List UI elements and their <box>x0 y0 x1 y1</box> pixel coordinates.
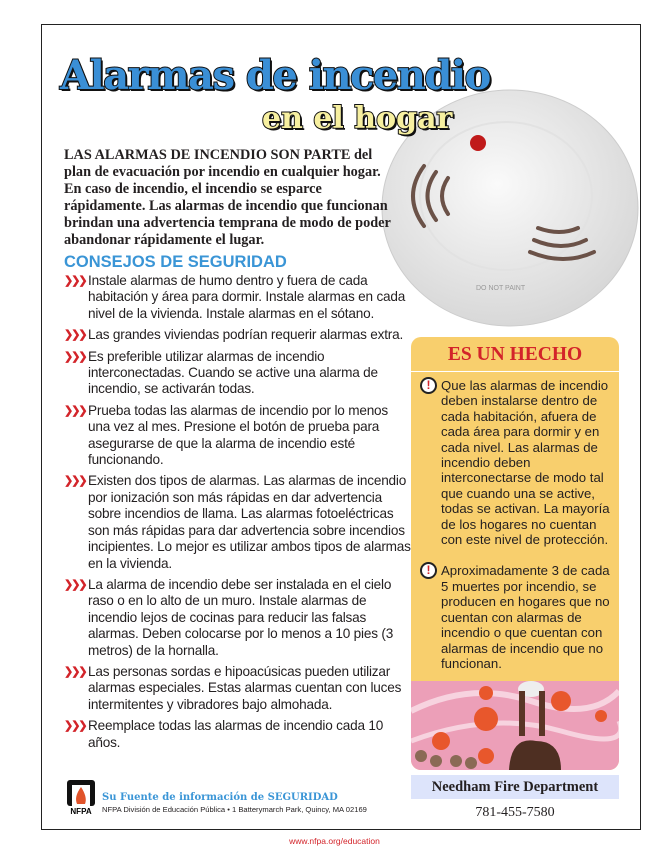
footer <box>64 775 412 815</box>
chevrons-icon: ❯❯❯ <box>64 720 86 733</box>
svg-text:NFPA: NFPA <box>70 807 92 815</box>
left-column <box>64 147 412 815</box>
department-name: Needham Fire Department <box>411 775 619 799</box>
chevrons-icon: ❯❯❯ <box>64 329 86 342</box>
nfpa-logo <box>64 779 98 815</box>
illustration-image <box>411 681 619 770</box>
tip-text: Es preferible utilizar alarmas de incendio interconectadas. Cuando se active una alarma de incendio, se activarán todas. <box>88 348 378 397</box>
tips-heading: CONSEJOS DE SEGURIDAD <box>64 253 287 271</box>
chevrons-icon: ❯❯❯ <box>64 404 86 417</box>
detector-label: DO NOT PAINT <box>476 285 526 292</box>
fact-heading: ES UN HECHO <box>411 337 619 372</box>
tips-list <box>64 273 412 756</box>
chevrons-icon: ❯❯❯ <box>64 275 86 287</box>
chevrons-icon: ❯❯❯ <box>64 475 86 488</box>
footer-source: Su Fuente de información de SEGURIDAD <box>102 792 338 803</box>
fact-box <box>411 337 619 770</box>
tip-text: Reemplace todas las alarmas de incendio cada 10 años. <box>88 718 384 750</box>
exclamation-icon: ! <box>420 562 437 579</box>
tip-item <box>64 577 412 659</box>
title-line2: en el hogar <box>262 101 453 136</box>
footer-address: NFPA División de Educación Pública • 1 Batterymarch Park, Quincy, MA 02169 <box>102 805 367 814</box>
tip-text: Las grandes viviendas podrían requerir alarmas extra. <box>88 327 404 343</box>
department-phone: 781-455-7580 <box>475 805 555 821</box>
tip-text: Las personas sordas e hipoacúsicas pueden utilizar alarmas especiales. Estas alarmas cuentan con luces intermitentes y vibradores bajo almohada. <box>88 663 402 712</box>
fact-text: Que las alarmas de incendio deben instalarse dentro de cada habitación, afuera de cada área para dormir y en cada nivel. Las alarmas de incendio deben interconectarse de modo tal que cuando una se active, todas se activan. La mayoría de los hogares no cuentan con este nivel de protección. <box>441 378 610 548</box>
fact-text: Aproximadamente 3 de cada 5 muertes por incendio, se producen en hogares que no cuentan con alarmas de incendio o que cuentan con alarmas de incendio que no funcionan. <box>441 563 610 671</box>
tip-text: La alarma de incendio debe ser instalada en el cielo raso o en lo alto de un muro. Instale alarmas de incendio lejos de cocinas para reducir las falsas alarmas. Deben colocarse por lo menos a 10 pies (3 metros) de la hornalla. <box>88 576 394 658</box>
tip-text: Instale alarmas de humo dentro y fuera de cada habitación y área para dormir. Instale alarmas en cada nivel de la vivienda. Instale alarmas en el sótano. <box>88 273 406 321</box>
chevrons-icon: ❯❯❯ <box>64 350 86 363</box>
tip-item <box>64 473 412 571</box>
exclamation-icon: ! <box>420 377 437 394</box>
chevrons-icon: ❯❯❯ <box>64 665 86 678</box>
tip-item <box>64 718 412 751</box>
fact-item <box>411 547 619 671</box>
fact-item <box>411 372 619 547</box>
tip-item <box>64 349 412 398</box>
tip-text: Existen dos tipos de alarmas. Las alarmas de incendio por ionización son más rápidas en dar advertencia sobre incendios de llama. Las alarmas fotoeléctricas son más rápidas para dar advertencia sobre incendios incipientes. Lo mejor es utilizar ambos tipos de alarmas en la vivienda. <box>88 473 411 571</box>
chevrons-icon: ❯❯❯ <box>64 578 86 591</box>
footer-url[interactable]: www.nfpa.org/education <box>289 836 380 846</box>
tip-text: Prueba todas las alarmas de incendio por lo menos una vez al mes. Presione el botón de prueba para asegurarse de que la alarma de incendio esté funcionando. <box>88 402 389 468</box>
tip-item <box>64 273 412 322</box>
intro-text: LAS ALARMAS DE INCENDIO SON PARTE del plan de evacuación por incendio en cualquier hogar. En caso de incendio, el incendio se esparce rápidamente. Las alarmas de incendio que funcionan brindan una advertencia temprana de modo de poder abandonar rápidamente el lugar. <box>64 147 391 248</box>
right-column <box>411 337 619 821</box>
tip-item <box>64 403 412 469</box>
tip-item <box>64 327 412 343</box>
tip-item <box>64 664 412 713</box>
title-line1: Alarmas de incendio <box>60 52 490 99</box>
footer-text <box>102 791 367 815</box>
